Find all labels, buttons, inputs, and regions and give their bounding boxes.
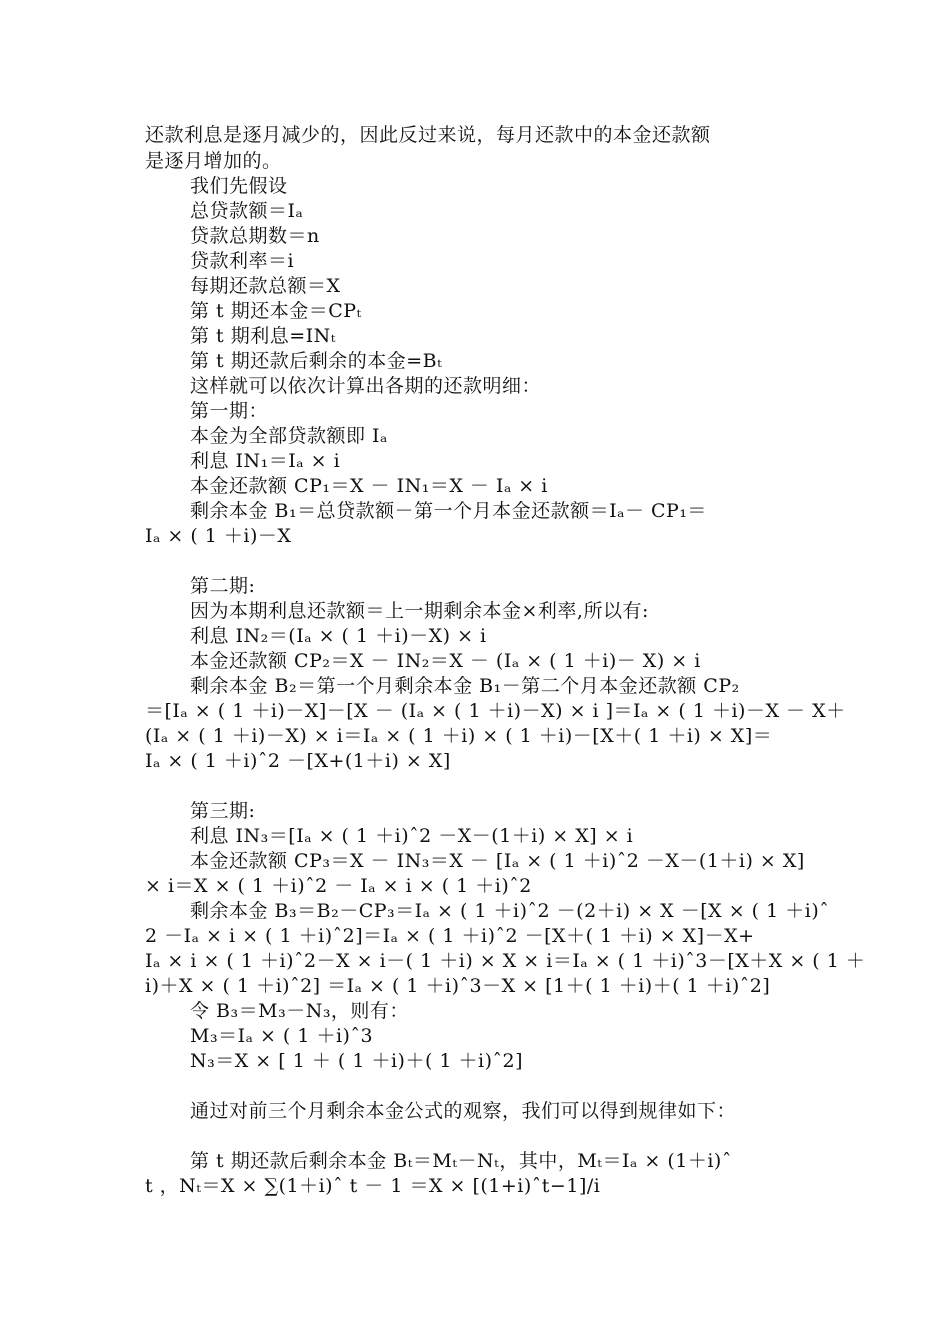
text-line: 第 t 期还款后剩余的本金=Bₜ	[190, 350, 443, 372]
section-heading: 第一期：	[190, 400, 269, 422]
text-line: 还款利息是逐月减少的，因此反过来说，每月还款中的本金还款额	[145, 124, 711, 146]
formula-line: ＝[Iₐ × ( 1 ＋i)－X]－[X － (Iₐ × ( 1 ＋i)－X) × i ]＝Iₐ × ( 1 ＋i)－X － X＋	[145, 700, 846, 722]
formula-line: M₃＝Iₐ × ( 1 ＋i)ˆ3	[190, 1025, 374, 1047]
section-heading: 第三期:	[190, 800, 256, 822]
text-line: 通过对前三个月剩余本金公式的观察，我们可以得到规律如下：	[190, 1100, 737, 1122]
text-line: 是逐月增加的。	[145, 150, 282, 172]
text-line: 总贷款额＝Iₐ	[190, 200, 304, 222]
text-line: 每期还款总额＝X	[190, 275, 341, 297]
formula-line: N₃＝X × [ 1 ＋ ( 1 ＋i)＋( 1 ＋i)ˆ2]	[190, 1050, 524, 1072]
formula-line: 剩余本金 B₁＝总贷款额－第一个月本金还款额＝Iₐ－ CP₁＝	[190, 500, 707, 522]
formula-line: Iₐ × i × ( 1 ＋i)ˆ2－X × i－( 1 ＋i) × X × i＝Iₐ × ( 1 ＋i)ˆ3－[X＋X × ( 1 ＋	[145, 950, 866, 972]
text-line: 贷款总期数＝n	[190, 225, 320, 247]
formula-line: 利息 IN₃＝[Iₐ × ( 1 ＋i)ˆ2 －X－(1＋i) × X] × i	[190, 825, 634, 847]
formula-line: 剩余本金 B₃＝B₂－CP₃＝Iₐ × ( 1 ＋i)ˆ2 －(2＋i) × X －[X × ( 1 ＋i)ˆ	[190, 900, 830, 922]
formula-line: × i＝X × ( 1 ＋i)ˆ2 － Iₐ × i × ( 1 ＋i)ˆ2	[145, 875, 532, 897]
text-line: 因为本期利息还款额＝上一期剩余本金×利率,所以有:	[190, 600, 649, 622]
formula-line: 本金还款额 CP₂＝X － IN₂＝X － (Iₐ × ( 1 ＋i)－ X) × i	[190, 650, 701, 672]
text-line: 我们先假设	[190, 175, 288, 197]
formula-line: 本金还款额 CP₃＝X － IN₃＝X － [Iₐ × ( 1 ＋i)ˆ2 －X－(1＋i) × X]	[190, 850, 805, 872]
formula-line: 2 －Iₐ × i × ( 1 ＋i)ˆ2]＝Iₐ × ( 1 ＋i)ˆ2 －[X＋( 1 ＋i) × X]－X+	[145, 925, 755, 947]
text-line: 本金为全部贷款额即 Iₐ	[190, 425, 388, 447]
formula-line: 剩余本金 B₂＝第一个月剩余本金 B₁－第二个月本金还款额 CP₂	[190, 675, 740, 697]
formula-line: 第 t 期还款后剩余本金 Bₜ＝Mₜ－Nₜ，其中，Mₜ＝Iₐ × (1＋i)ˆ	[190, 1150, 732, 1172]
formula-line: Iₐ × ( 1 ＋i)ˆ2 －[X+(1＋i) × X]	[145, 750, 451, 772]
formula-line: 利息 IN₂＝(Iₐ × ( 1 ＋i)－X) × i	[190, 625, 487, 647]
formula-line: i)＋X × ( 1 ＋i)ˆ2] ＝Iₐ × ( 1 ＋i)ˆ3－X × [1＋( 1 ＋i)＋( 1 ＋i)ˆ2]	[145, 975, 771, 997]
text-line: 第 t 期利息=INₜ	[190, 325, 336, 347]
formula-line: 利息 IN₁＝Iₐ × i	[190, 450, 341, 472]
text-line: 这样就可以依次计算出各期的还款明细：	[190, 375, 542, 397]
text-line: 贷款利率＝i	[190, 250, 295, 272]
formula-line: (Iₐ × ( 1 ＋i)－X) × i＝Iₐ × ( 1 ＋i) × ( 1 ＋i)－[X＋( 1 ＋i) × X]＝	[145, 725, 773, 747]
formula-line: 令 B₃＝M₃－N₃，则有：	[190, 1000, 409, 1022]
text-line: 第 t 期还本金＝CPₜ	[190, 300, 362, 322]
formula-line: t ，Nₜ＝X × ∑(1＋i)ˆ t － 1 ＝X × [(1+i)ˆt−1]/i	[145, 1175, 601, 1197]
formula-line: 本金还款额 CP₁＝X － IN₁＝X － Iₐ × i	[190, 475, 548, 497]
formula-line: Iₐ × ( 1 ＋i)－X	[145, 525, 292, 547]
section-heading: 第二期:	[190, 575, 256, 597]
